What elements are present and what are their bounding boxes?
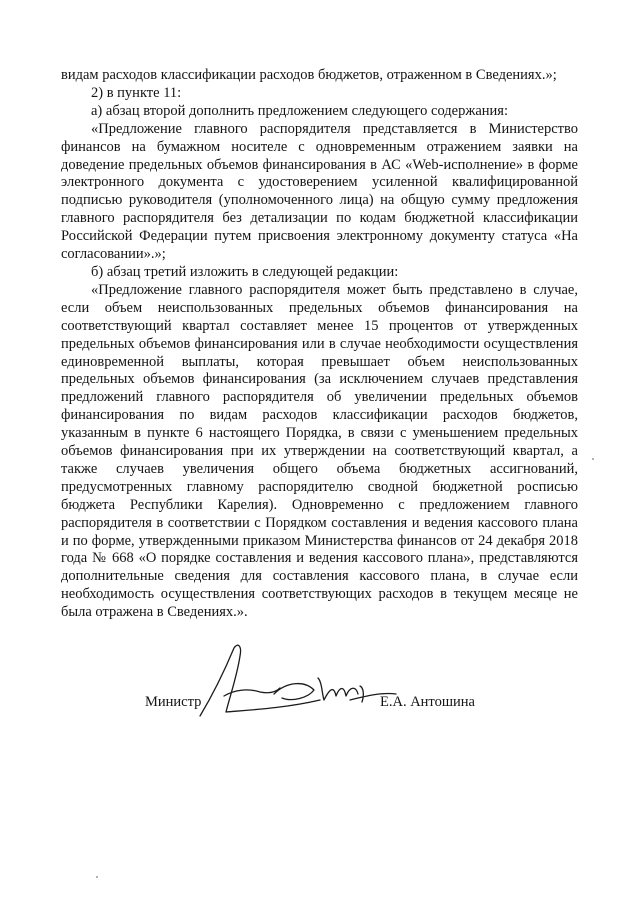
scan-speck bbox=[96, 876, 98, 878]
document-body bbox=[61, 67, 578, 622]
paragraph-quote-2: «Предложение главного распорядителя может быть представлено в случае, если объем неиспользованных предельных объемов финансирования на соответствующий квартал составляет менее 15 процентов от утвержденных предельных объемов финансирования или в случае необходимости осуществления единовременной выплаты, которая превышает объем неиспользованных предельных объемов финансирования (за исключением случаев представления предложений главного распорядителя об увеличении предельных объемов финансирования по видам расходов классификации расходов бюджетов, указанным в пункте 6 настоящего Порядка, в связи с уменьшением предельных объемов финансирования при их утверждении на соответствующий квартал, а также случаев увеличения общего объема бюджетных ассигнований, предусмотренных главному распорядителю сводной бюджетной росписью бюджета Республики Карелия). Одновременно с предложением главного распорядителя в соответствии с Порядком составления и ведения кассового плана и по форме, утвержденными приказом Министерства финансов от 24 декабря 2018 года № 668 «О порядке составления и ведения кассового плана», представляются дополнительные сведения для составления кассового плана, в случае если необходимость осуществления соответствующих расходов в текущем месяце не была отражена в Сведениях.». bbox=[61, 281, 578, 621]
signatory-name: Е.А. Антошина bbox=[380, 694, 475, 710]
paragraph-continuation: видам расходов классификации расходов бюджетов, отраженном в Сведениях.»; bbox=[61, 67, 557, 83]
signature-block bbox=[61, 688, 578, 728]
paragraph-subitem-b: б) абзац третий изложить в следующей редакции: bbox=[91, 263, 399, 280]
paragraph-item-2: 2) в пункте 11: bbox=[91, 84, 182, 101]
paragraph-quote-1: «Предложение главного распорядителя представляется в Министерство финансов на бумажном носителе с одновременным отражением заявки на доведение предельных объемов финансирования в АС «Web-исполнение» в форме электронного документа с удостоверением усиленной квалифицированной подписью руководителя (уполномоченного лица) на общую сумму предложения главного распорядителя без детализации по кодам бюджетной классификации Российской Федерации путем присвоения электронному документу статуса «На согласовании».»; bbox=[61, 120, 578, 263]
paragraph-subitem-a: а) абзац второй дополнить предложением следующего содержания: bbox=[91, 102, 509, 119]
scan-speck bbox=[592, 458, 594, 460]
signatory-title: Министр bbox=[145, 694, 202, 710]
